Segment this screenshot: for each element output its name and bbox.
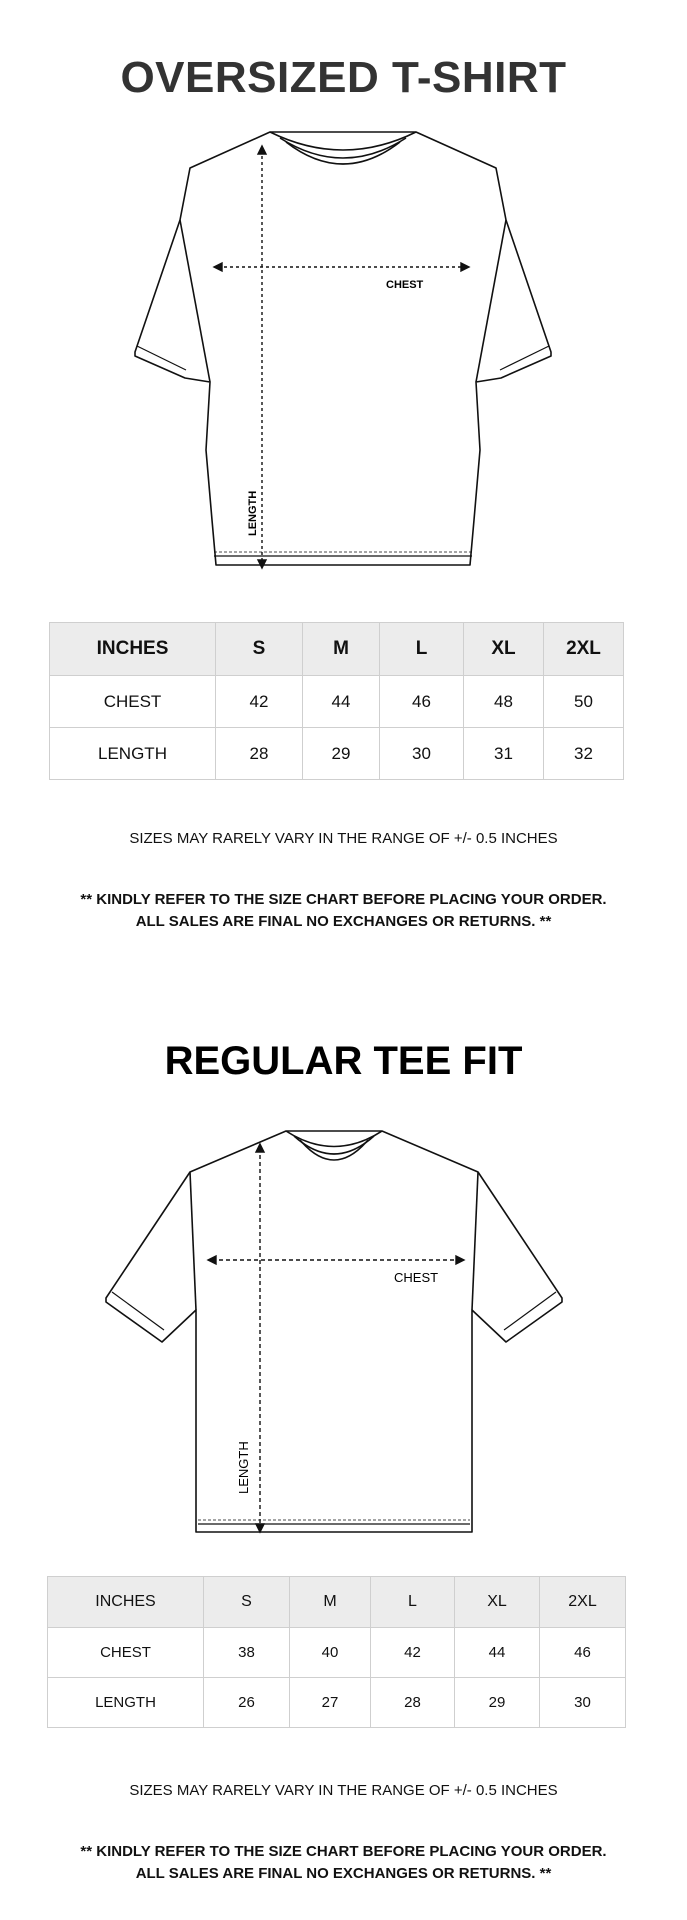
table-cell: 28 [216,728,303,780]
regular-warning-line1: ** KINDLY REFER TO THE SIZE CHART BEFORE PLACING YOUR ORDER. [80,1843,607,1860]
table-cell: 28 [371,1678,455,1728]
table-cell: 46 [540,1628,626,1678]
table-cell: 31 [464,728,544,780]
regular-length-label: LENGTH [236,1441,251,1494]
regular-title: REGULAR TEE FIT [164,1039,523,1083]
header-cell: XL [464,623,544,676]
regular-warning-line2: ALL SALES ARE FINAL NO EXCHANGES OR RETURNS. ** [135,1865,552,1882]
table-cell: 29 [303,728,380,780]
oversized-chest-label: CHEST [386,279,424,291]
regular-shirt-outline [106,1131,562,1532]
table-cell: 27 [290,1678,371,1728]
table-row [50,676,624,728]
table-cell: 26 [204,1678,290,1728]
table-row [50,728,624,780]
table-cell: 48 [464,676,544,728]
regular-size-table [47,1576,626,1728]
header-cell: L [371,1577,455,1628]
table-header-row [48,1577,626,1628]
header-cell: L [380,623,464,676]
regular-chest-label: CHEST [394,1270,439,1285]
table-row [48,1678,626,1728]
header-cell: M [290,1577,371,1628]
header-cell: INCHES [50,623,216,676]
oversized-title: OVERSIZED T-SHIRT [120,53,567,102]
table-cell: 44 [303,676,380,728]
table-cell: 50 [544,676,624,728]
oversized-warning-line1: ** KINDLY REFER TO THE SIZE CHART BEFORE PLACING YOUR ORDER. [80,891,607,908]
table-cell: 32 [544,728,624,780]
header-cell: S [204,1577,290,1628]
oversized-size-table [49,622,624,780]
header-cell: M [303,623,380,676]
oversized-warning-line2: ALL SALES ARE FINAL NO EXCHANGES OR RETURNS. ** [135,913,552,930]
table-cell: 29 [455,1678,540,1728]
regular-tshirt-diagram [0,1120,687,1540]
oversized-shirt-outline [135,132,551,565]
regular-variance-note: SIZES MAY RARELY VARY IN THE RANGE OF +/- 0.5 INCHES [129,1782,558,1799]
table-row [48,1628,626,1678]
table-cell: LENGTH [48,1678,204,1728]
table-cell: CHEST [48,1628,204,1678]
table-cell: 44 [455,1628,540,1678]
table-cell: 40 [290,1628,371,1678]
table-cell: 46 [380,676,464,728]
header-cell: INCHES [48,1577,204,1628]
table-cell: 30 [380,728,464,780]
header-cell: XL [455,1577,540,1628]
table-cell: 38 [204,1628,290,1678]
oversized-variance-note: SIZES MAY RARELY VARY IN THE RANGE OF +/- 0.5 INCHES [129,830,558,847]
table-cell: 42 [216,676,303,728]
table-cell: 42 [371,1628,455,1678]
oversized-tshirt-diagram [0,120,687,580]
header-cell: S [216,623,303,676]
table-header-row [50,623,624,676]
header-cell: 2XL [540,1577,626,1628]
table-cell: CHEST [50,676,216,728]
table-cell: 30 [540,1678,626,1728]
oversized-length-label: LENGTH [247,490,259,536]
header-cell: 2XL [544,623,624,676]
table-cell: LENGTH [50,728,216,780]
